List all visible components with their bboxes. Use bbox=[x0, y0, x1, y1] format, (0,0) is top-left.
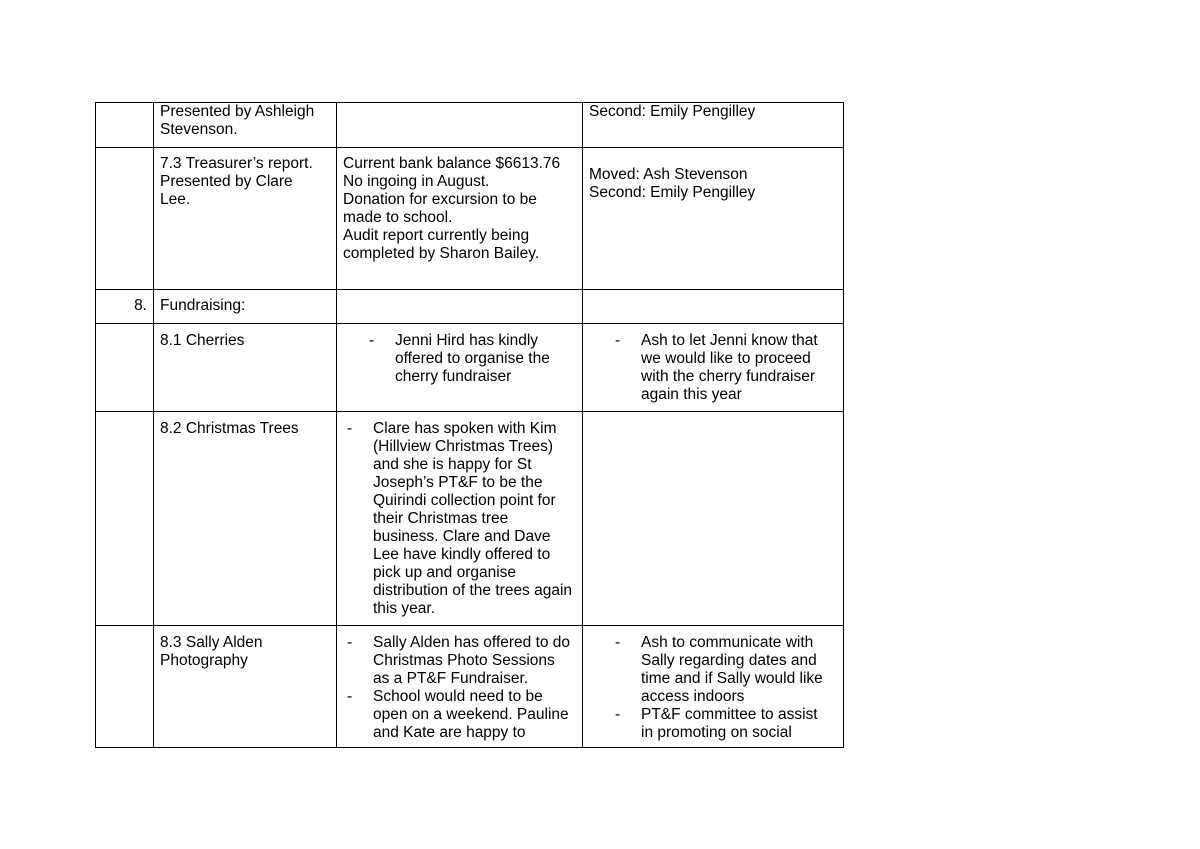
list-item bbox=[589, 332, 837, 404]
list-item-text: Sally Alden has offered to do Christmas Photo Sessions as a PT&F Fundraiser. bbox=[373, 634, 571, 687]
list-item bbox=[343, 420, 576, 618]
table-row bbox=[96, 626, 844, 748]
action-cell bbox=[583, 412, 844, 626]
list-item bbox=[589, 706, 837, 742]
list-item-text: Clare has spoken with Kim (Hillview Christmas Trees) and she is happy for St Joseph’s PT&F to be the Quirindi collection point for their Christmas tree business. Clare and Dave Lee have kindly offered to pick up and organise distribution of the trees again this year. bbox=[373, 420, 573, 617]
discussion-cell bbox=[337, 324, 583, 412]
minutes-table bbox=[95, 102, 844, 748]
discussion-list bbox=[343, 324, 576, 386]
list-item bbox=[343, 634, 576, 688]
dash-bullet: - bbox=[347, 420, 353, 437]
discussion-cell bbox=[337, 103, 583, 148]
table-row bbox=[96, 290, 844, 324]
list-item bbox=[343, 332, 576, 386]
dash-bullet: - bbox=[615, 332, 621, 349]
dash-bullet: - bbox=[615, 634, 621, 651]
action-list bbox=[589, 626, 837, 742]
item-title-cell: Fundraising: bbox=[154, 290, 337, 324]
table-row bbox=[96, 324, 844, 412]
table-row bbox=[96, 412, 844, 626]
table-row bbox=[96, 148, 844, 290]
action-cell bbox=[583, 324, 844, 412]
action-cell: Second: Emily Pengilley bbox=[583, 103, 844, 148]
list-item-text: PT&F committee to assist in promoting on social bbox=[641, 706, 818, 741]
item-title-cell: 7.3 Treasurer’s report. Presented by Clare Lee. bbox=[154, 148, 337, 290]
dash-bullet: - bbox=[347, 688, 353, 705]
item-number-cell bbox=[96, 324, 154, 412]
discussion-cell: Current bank balance $6613.76 No ingoing in August. Donation for excursion to be made to school. Audit report currently being completed by Sharon Bailey. bbox=[337, 148, 583, 290]
discussion-cell bbox=[337, 412, 583, 626]
list-item bbox=[343, 688, 576, 742]
item-number-cell bbox=[96, 412, 154, 626]
dash-bullet: - bbox=[369, 332, 375, 349]
item-title-cell: 8.3 Sally Alden Photography bbox=[154, 626, 337, 748]
list-item-text: Ash to let Jenni know that we would like to proceed with the cherry fundraiser again this year bbox=[641, 332, 818, 403]
list-item-text: School would need to be open on a weekend. Pauline and Kate are happy to bbox=[373, 688, 569, 741]
item-title-cell: 8.1 Cherries bbox=[154, 324, 337, 412]
action-cell: Moved: Ash Stevenson Second: Emily Pengilley bbox=[583, 148, 844, 290]
dash-bullet: - bbox=[615, 706, 621, 723]
discussion-cell bbox=[337, 290, 583, 324]
item-number-cell bbox=[96, 626, 154, 748]
action-list bbox=[589, 324, 837, 404]
item-title-cell: 8.2 Christmas Trees bbox=[154, 412, 337, 626]
list-item-text: Jenni Hird has kindly offered to organise the cherry fundraiser bbox=[395, 332, 550, 385]
dash-bullet: - bbox=[347, 634, 353, 651]
item-title-cell: Presented by Ashleigh Stevenson. bbox=[154, 103, 337, 148]
item-number-cell bbox=[96, 103, 154, 148]
discussion-cell bbox=[337, 626, 583, 748]
discussion-list bbox=[343, 626, 576, 742]
item-number-cell: 8. bbox=[96, 290, 154, 324]
discussion-list bbox=[343, 412, 576, 618]
table-row bbox=[96, 103, 844, 148]
list-item bbox=[589, 634, 837, 706]
action-cell bbox=[583, 626, 844, 748]
item-number-cell bbox=[96, 148, 154, 290]
list-item-text: Ash to communicate with Sally regarding dates and time and if Sally would like access indoors bbox=[641, 634, 823, 705]
action-cell bbox=[583, 290, 844, 324]
